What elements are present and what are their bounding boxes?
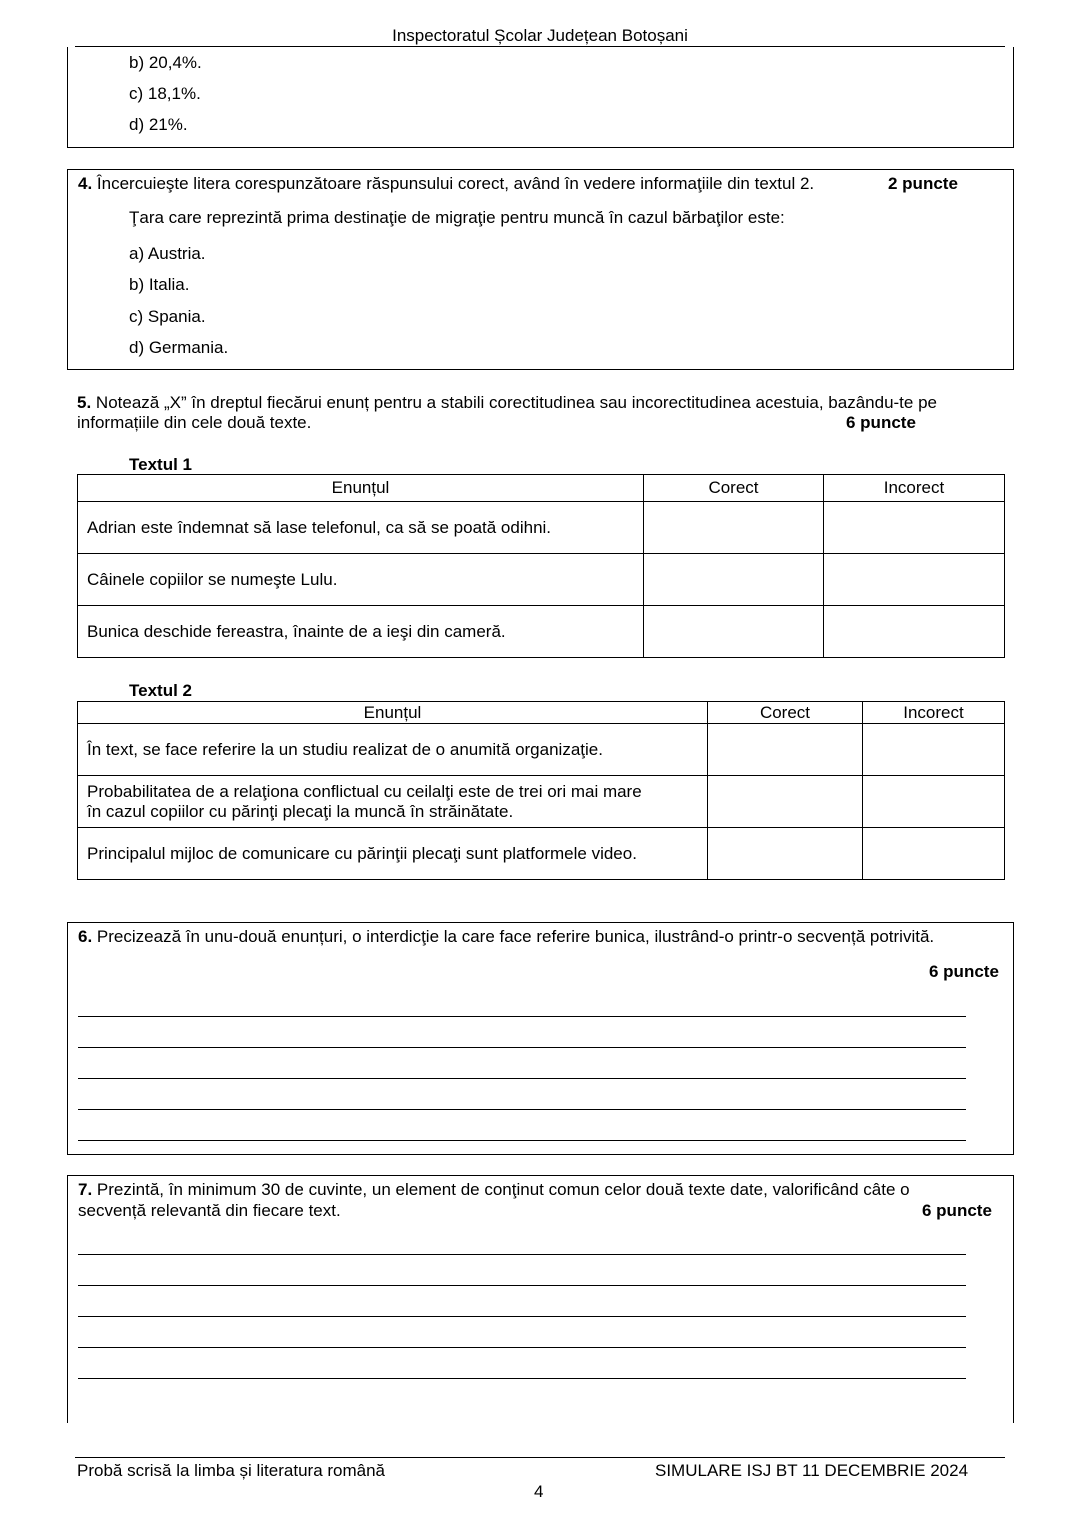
question-5-prompt-line1	[77, 393, 937, 413]
question-text: Încercuieşte litera corespunzătoare răspunsului corect, având în vedere informaţiile din textul 2.	[96, 174, 815, 193]
column-header-statement: Enunțul	[78, 475, 644, 502]
question-7-prompt-line2: secvență relevantă din fiecare text.	[78, 1201, 341, 1220]
table-row	[78, 828, 1005, 880]
question-7-prompt-line1	[78, 1180, 910, 1200]
answer-line[interactable]	[78, 1140, 966, 1141]
question-6-points: 6 puncte	[929, 962, 999, 981]
incorrect-answer-cell[interactable]	[863, 776, 1005, 828]
column-header-statement: Enunțul	[78, 702, 708, 724]
incorrect-answer-cell[interactable]	[824, 554, 1005, 606]
column-header-correct: Corect	[644, 475, 824, 502]
question-4-prompt	[78, 174, 814, 194]
answer-line[interactable]	[78, 1316, 966, 1317]
table-2	[77, 701, 1005, 880]
column-header-incorrect: Incorect	[824, 475, 1005, 502]
page-header-title: Inspectoratul Școlar Județean Botoșani	[392, 26, 688, 45]
statement-cell: Bunica deschide fereastra, înainte de a ieşi din cameră.	[78, 606, 644, 658]
option-c: c) Spania.	[129, 307, 206, 326]
question-number: 4.	[78, 174, 93, 193]
question-6-prompt	[78, 927, 934, 947]
answer-line[interactable]	[78, 1016, 966, 1017]
correct-answer-cell[interactable]	[644, 502, 824, 554]
statement-line: în cazul copiilor cu părinţi plecaţi la muncă în străinătate.	[87, 801, 514, 821]
question-text: Notează „X” în dreptul fiecărui enunț pentru a stabili corectitudinea sau incorectitudinea acestuia, bazându-te pe	[95, 393, 937, 412]
question-4-box	[67, 169, 1014, 370]
answer-line[interactable]	[78, 1285, 966, 1286]
statement-cell: Câinele copiilor se numeşte Lulu.	[78, 554, 644, 606]
answer-line[interactable]	[78, 1047, 966, 1048]
statement-line: Probabilitatea de a relaţiona conflictual cu ceilalţi este de trei ori mai mare	[87, 781, 642, 801]
question-5-prompt-line2: informațiile din cele două texte.	[77, 413, 312, 432]
question-number: 5.	[77, 393, 92, 412]
footer-left: Probă scrisă la limba și literatura română	[77, 1461, 386, 1480]
answer-line[interactable]	[78, 1378, 966, 1379]
option-b: b) Italia.	[129, 275, 190, 294]
statement-cell: Adrian este îndemnat să lase telefonul, ca să se poată odihni.	[78, 502, 644, 554]
question-text: Precizează în unu-două enunțuri, o interdicţie la care face referire bunica, ilustrând-o printr-o secvență potrivită.	[96, 927, 935, 946]
table-row	[78, 606, 1005, 658]
option-d: d) 21%.	[129, 115, 188, 134]
question-number: 6.	[78, 927, 93, 946]
table-row	[78, 724, 1005, 776]
option-b: b) 20,4%.	[129, 53, 202, 72]
table-row	[78, 502, 1005, 554]
question-6-box	[67, 922, 1014, 1155]
table-1	[77, 474, 1005, 658]
question-text: Prezintă, în minimum 30 de cuvinte, un element de conţinut comun celor două texte date, valorificând câte o	[96, 1180, 910, 1199]
question-number: 7.	[78, 1180, 93, 1199]
column-header-incorrect: Incorect	[863, 702, 1005, 724]
table-row	[78, 554, 1005, 606]
footer-divider	[75, 1457, 1005, 1458]
question-5-points: 6 puncte	[846, 413, 916, 432]
question-4-stem: Ţara care reprezintă prima destinaţie de migraţie pentru muncă în cazul bărbaţilor este:	[129, 208, 785, 227]
page-number: 4	[534, 1482, 544, 1501]
table-1-label: Textul 1	[129, 455, 192, 474]
footer-right: SIMULARE ISJ BT 11 DECEMBRIE 2024	[655, 1461, 969, 1480]
question-4-points: 2 puncte	[888, 174, 958, 193]
correct-answer-cell[interactable]	[644, 554, 824, 606]
answer-line[interactable]	[78, 1078, 966, 1079]
question-7-points: 6 puncte	[922, 1201, 992, 1220]
answer-line[interactable]	[78, 1109, 966, 1110]
question-7-box	[67, 1175, 1014, 1423]
statement-cell: Principalul mijloc de comunicare cu părinţii plecaţi sunt platformele video.	[78, 828, 708, 880]
correct-answer-cell[interactable]	[644, 606, 824, 658]
column-header-correct: Corect	[708, 702, 863, 724]
correct-answer-cell[interactable]	[708, 828, 863, 880]
option-c: c) 18,1%.	[129, 84, 201, 103]
incorrect-answer-cell[interactable]	[863, 724, 1005, 776]
statement-cell	[78, 776, 708, 828]
correct-answer-cell[interactable]	[708, 724, 863, 776]
option-a: a) Austria.	[129, 244, 206, 263]
answer-line[interactable]	[78, 1254, 966, 1255]
table-row	[78, 776, 1005, 828]
statement-cell: În text, se face referire la un studiu realizat de o anumită organizaţie.	[78, 724, 708, 776]
option-d: d) Germania.	[129, 338, 229, 357]
answer-line[interactable]	[78, 1347, 966, 1348]
incorrect-answer-cell[interactable]	[824, 502, 1005, 554]
incorrect-answer-cell[interactable]	[863, 828, 1005, 880]
question-3-box	[67, 47, 1014, 148]
correct-answer-cell[interactable]	[708, 776, 863, 828]
table-2-label: Textul 2	[129, 681, 192, 700]
incorrect-answer-cell[interactable]	[824, 606, 1005, 658]
